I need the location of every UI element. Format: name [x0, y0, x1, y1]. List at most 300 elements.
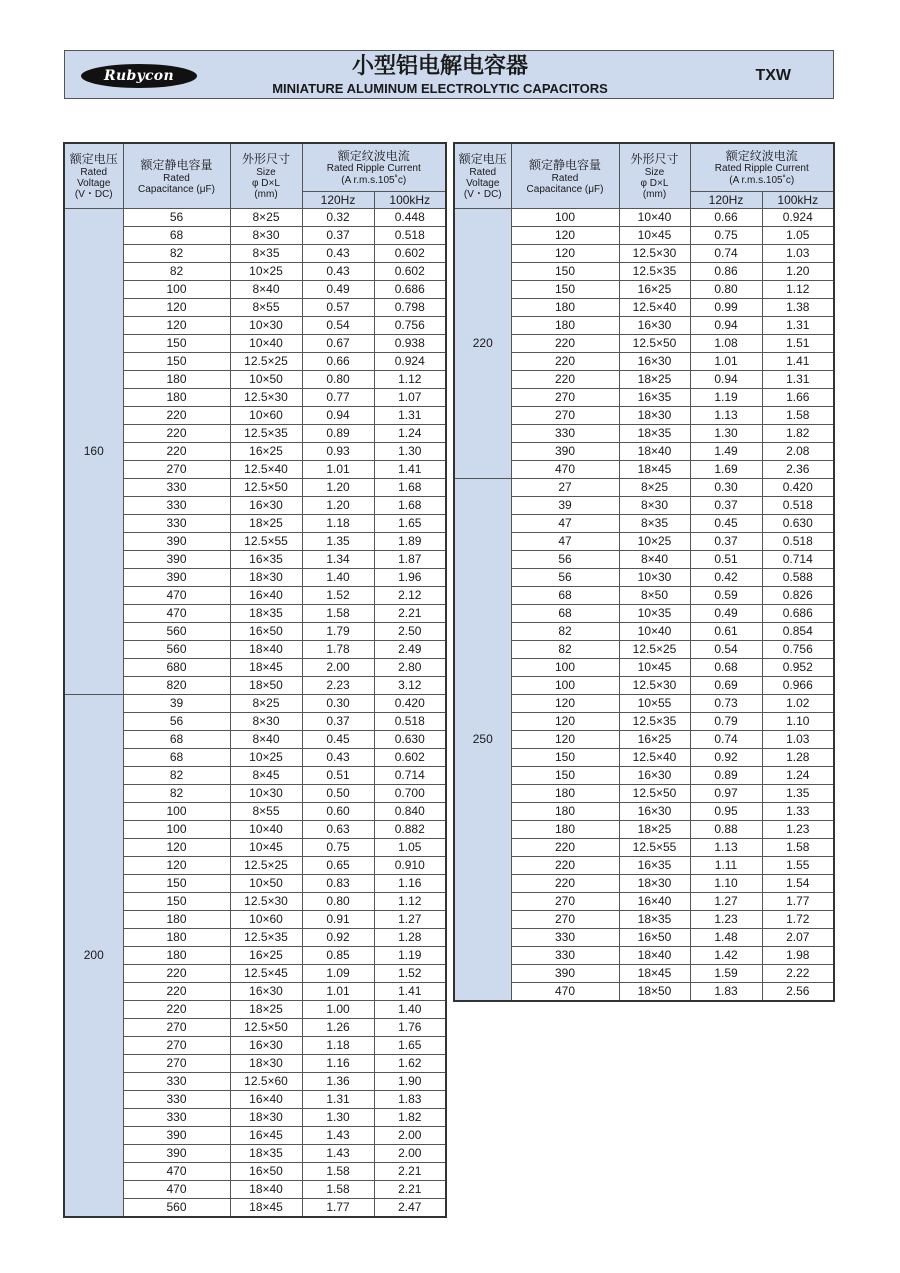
size-cell: 12.5×25	[230, 353, 302, 371]
ripple-120hz-cell: 0.91	[302, 911, 374, 929]
size-cell: 12.5×55	[230, 533, 302, 551]
ripple-120hz-cell: 0.54	[302, 317, 374, 335]
size-cell: 8×25	[619, 479, 690, 497]
size-cell: 18×40	[230, 1181, 302, 1199]
ripple-100khz-cell: 1.77	[762, 893, 834, 911]
table-row	[454, 749, 834, 767]
ripple-120hz-cell: 1.18	[302, 1037, 374, 1055]
size-cell: 16×45	[230, 1127, 302, 1145]
size-cell: 12.5×40	[619, 299, 690, 317]
size-cell: 10×45	[619, 227, 690, 245]
ripple-100khz-cell: 1.23	[762, 821, 834, 839]
ripple-100khz-cell: 1.41	[374, 983, 446, 1001]
size-cell: 10×60	[230, 407, 302, 425]
ripple-120hz-cell: 0.97	[690, 785, 762, 803]
capacitance-cell: 220	[123, 1001, 230, 1019]
ripple-120hz-cell: 1.01	[302, 983, 374, 1001]
capacitance-cell: 100	[123, 281, 230, 299]
capacitance-header: 额定静电容量 Rated Capacitance (μF)	[123, 143, 230, 209]
size-cell: 12.5×35	[230, 425, 302, 443]
size-cell: 12.5×55	[619, 839, 690, 857]
voltage-group-cell: 200	[64, 695, 123, 1218]
ripple-120hz-cell: 0.95	[690, 803, 762, 821]
capacitance-cell: 330	[511, 425, 619, 443]
ripple-120hz-cell: 0.43	[302, 245, 374, 263]
capacitance-cell: 820	[123, 677, 230, 695]
ripple-120hz-cell: 1.13	[690, 407, 762, 425]
ripple-120hz-cell: 0.85	[302, 947, 374, 965]
ripple-100khz-cell: 0.630	[374, 731, 446, 749]
ripple-120hz-cell: 1.30	[690, 425, 762, 443]
size-cell: 8×40	[619, 551, 690, 569]
size-cell: 16×25	[619, 281, 690, 299]
size-cell: 16×25	[230, 947, 302, 965]
size-cell: 16×25	[230, 443, 302, 461]
series-code: TXW	[755, 67, 791, 84]
table-row	[454, 335, 834, 353]
capacitance-cell: 180	[511, 821, 619, 839]
ripple-100khz-cell: 1.24	[374, 425, 446, 443]
size-cell: 12.5×45	[230, 965, 302, 983]
capacitance-cell: 270	[511, 893, 619, 911]
table-row	[454, 587, 834, 605]
size-cell: 16×50	[230, 623, 302, 641]
rubycon-logo: Rubycon	[81, 64, 197, 88]
ripple-100khz-cell: 0.602	[374, 263, 446, 281]
capacitance-cell: 100	[123, 821, 230, 839]
size-cell: 10×45	[619, 659, 690, 677]
ripple-120hz-cell: 0.92	[302, 929, 374, 947]
table-row	[454, 569, 834, 587]
capacitance-cell: 100	[123, 803, 230, 821]
ripple-100khz-cell: 2.12	[374, 587, 446, 605]
capacitance-cell: 100	[511, 677, 619, 695]
capacitance-cell: 120	[123, 839, 230, 857]
ripple-100khz-cell: 0.602	[374, 245, 446, 263]
size-cell: 8×30	[619, 497, 690, 515]
ripple-120hz-cell: 1.36	[302, 1073, 374, 1091]
size-cell: 16×30	[619, 317, 690, 335]
ripple-100khz-cell: 1.03	[762, 245, 834, 263]
table-row	[454, 227, 834, 245]
ripple-120hz-cell: 0.51	[302, 767, 374, 785]
ripple-120hz-cell: 0.65	[302, 857, 374, 875]
ripple-120hz-cell: 1.52	[302, 587, 374, 605]
ripple-100khz-cell: 1.16	[374, 875, 446, 893]
size-cell: 12.5×25	[619, 641, 690, 659]
ripple-100khz-cell: 1.28	[374, 929, 446, 947]
ripple-120hz-cell: 1.49	[690, 443, 762, 461]
size-cell: 18×25	[230, 515, 302, 533]
size-cell: 16×35	[619, 389, 690, 407]
capacitance-cell: 150	[511, 749, 619, 767]
capacitance-cell: 120	[123, 857, 230, 875]
capacitance-cell: 100	[511, 659, 619, 677]
ripple-100khz-cell: 1.52	[374, 965, 446, 983]
ripple-120hz-cell: 1.77	[302, 1199, 374, 1218]
ripple-100khz-cell: 1.41	[762, 353, 834, 371]
capacitance-cell: 390	[511, 443, 619, 461]
size-cell: 18×30	[619, 875, 690, 893]
capacitance-cell: 680	[123, 659, 230, 677]
size-cell: 16×25	[619, 731, 690, 749]
size-cell: 18×30	[619, 407, 690, 425]
table-row	[454, 623, 834, 641]
capacitance-cell: 330	[123, 515, 230, 533]
capacitance-cell: 47	[511, 533, 619, 551]
ripple-120hz-cell: 1.83	[690, 983, 762, 1002]
table-row	[454, 839, 834, 857]
capacitance-cell: 39	[123, 695, 230, 713]
table-row	[454, 479, 834, 497]
ripple-100khz-cell: 1.58	[762, 839, 834, 857]
ripple-120hz-cell: 0.92	[690, 749, 762, 767]
table-row	[454, 659, 834, 677]
ripple-120hz-cell: 1.58	[302, 1181, 374, 1199]
ripple-100khz-cell: 1.05	[374, 839, 446, 857]
ripple-100khz-cell: 1.51	[762, 335, 834, 353]
ripple-120hz-cell: 0.32	[302, 209, 374, 227]
ripple-100khz-cell: 0.420	[762, 479, 834, 497]
ripple-120hz-cell: 0.66	[302, 353, 374, 371]
size-cell: 16×40	[619, 893, 690, 911]
voltage-group-cell: 160	[64, 209, 123, 695]
capacitance-cell: 150	[511, 263, 619, 281]
ripple-120hz-cell: 0.68	[690, 659, 762, 677]
table-row	[454, 461, 834, 479]
ripple-120hz-cell: 0.69	[690, 677, 762, 695]
table-row	[454, 695, 834, 713]
ripple-120hz-cell: 0.89	[690, 767, 762, 785]
table-row	[454, 263, 834, 281]
table-row	[454, 281, 834, 299]
size-cell: 18×35	[619, 911, 690, 929]
size-cell: 8×30	[230, 227, 302, 245]
ripple-100khz-cell: 2.21	[374, 605, 446, 623]
ripple-120hz-cell: 0.37	[302, 227, 374, 245]
table-row	[454, 443, 834, 461]
ripple-120hz-cell: 0.94	[690, 317, 762, 335]
ripple-120hz-cell: 1.79	[302, 623, 374, 641]
ripple-100khz-cell: 1.83	[374, 1091, 446, 1109]
ripple-100khz-cell: 1.30	[374, 443, 446, 461]
ripple-120hz-cell: 0.61	[690, 623, 762, 641]
capacitance-cell: 120	[123, 299, 230, 317]
capacitance-cell: 82	[123, 785, 230, 803]
ripple-120hz-cell: 0.67	[302, 335, 374, 353]
ripple-100khz-cell: 1.54	[762, 875, 834, 893]
ripple-120hz-cell: 1.58	[302, 1163, 374, 1181]
ripple-100khz-cell: 0.924	[374, 353, 446, 371]
ripple-120hz-cell: 0.63	[302, 821, 374, 839]
ripple-100khz-cell: 1.35	[762, 785, 834, 803]
size-cell: 18×40	[619, 947, 690, 965]
capacitance-cell: 180	[511, 803, 619, 821]
capacitance-cell: 56	[511, 551, 619, 569]
ripple-120hz-cell: 0.86	[690, 263, 762, 281]
ripple-100khz-cell: 1.62	[374, 1055, 446, 1073]
table-row	[454, 929, 834, 947]
ripple-120hz-cell: 1.43	[302, 1145, 374, 1163]
table-row	[64, 695, 446, 713]
ripple-100khz-cell: 0.910	[374, 857, 446, 875]
ripple-100khz-cell: 0.826	[762, 587, 834, 605]
size-cell: 8×35	[230, 245, 302, 263]
capacitance-cell: 390	[123, 1127, 230, 1145]
capacitance-cell: 82	[123, 263, 230, 281]
capacitance-cell: 270	[123, 1019, 230, 1037]
size-cell: 18×45	[619, 965, 690, 983]
ripple-100khz-cell: 0.952	[762, 659, 834, 677]
size-cell: 18×30	[230, 1109, 302, 1127]
ripple-120hz-cell: 0.30	[302, 695, 374, 713]
ripple-100khz-cell: 2.56	[762, 983, 834, 1002]
capacitance-cell: 180	[123, 929, 230, 947]
ripple-120hz-cell: 0.43	[302, 263, 374, 281]
size-cell: 12.5×40	[619, 749, 690, 767]
capacitance-cell: 39	[511, 497, 619, 515]
size-cell: 12.5×50	[619, 335, 690, 353]
table-row	[454, 425, 834, 443]
voltage-group-cell: 220	[454, 209, 511, 479]
ripple-120hz-cell: 1.01	[690, 353, 762, 371]
ripple-100khz-cell: 0.448	[374, 209, 446, 227]
capacitance-cell: 220	[511, 335, 619, 353]
ripple-100khz-cell: 2.21	[374, 1163, 446, 1181]
ripple-100khz-cell: 2.80	[374, 659, 446, 677]
ripple-header: 额定纹波电流 Rated Ripple Current (A r.m.s.105˚c)	[690, 143, 834, 192]
ripple-100khz-cell: 0.518	[762, 497, 834, 515]
capacitance-cell: 220	[511, 353, 619, 371]
size-cell: 12.5×35	[230, 929, 302, 947]
ripple-100khz-cell: 1.05	[762, 227, 834, 245]
ripple-100khz-cell: 1.55	[762, 857, 834, 875]
capacitance-cell: 68	[511, 605, 619, 623]
size-cell: 10×25	[619, 533, 690, 551]
ripple-100khz-cell: 0.686	[762, 605, 834, 623]
ripple-100khz-cell: 1.31	[762, 317, 834, 335]
ripple-100khz-cell: 1.10	[762, 713, 834, 731]
ripple-100khz-cell: 1.82	[762, 425, 834, 443]
capacitance-cell: 270	[123, 1037, 230, 1055]
ripple-120hz-cell: 1.26	[302, 1019, 374, 1037]
ripple-120hz-cell: 1.18	[302, 515, 374, 533]
ripple-100khz-cell: 0.602	[374, 749, 446, 767]
table-row	[454, 605, 834, 623]
ripple-120hz-cell: 1.48	[690, 929, 762, 947]
ripple-100khz-cell: 1.68	[374, 497, 446, 515]
ripple-100khz-cell: 1.89	[374, 533, 446, 551]
size-cell: 16×30	[230, 1037, 302, 1055]
capacitance-cell: 150	[123, 875, 230, 893]
ripple-120hz-cell: 0.83	[302, 875, 374, 893]
capacitance-cell: 56	[511, 569, 619, 587]
ripple-100khz-cell: 0.854	[762, 623, 834, 641]
size-cell: 18×35	[230, 1145, 302, 1163]
ripple-100khz-cell: 1.96	[374, 569, 446, 587]
size-cell: 18×35	[619, 425, 690, 443]
ripple-100khz-cell: 2.47	[374, 1199, 446, 1218]
size-cell: 8×55	[230, 803, 302, 821]
capacitance-cell: 120	[511, 731, 619, 749]
ripple-100khz-cell: 0.714	[374, 767, 446, 785]
ripple-100khz-cell: 2.00	[374, 1127, 446, 1145]
capacitance-cell: 68	[123, 749, 230, 767]
freq-120hz-header: 120Hz	[690, 192, 762, 209]
capacitance-cell: 390	[123, 551, 230, 569]
capacitance-cell: 470	[123, 587, 230, 605]
ripple-120hz-cell: 1.42	[690, 947, 762, 965]
page-header	[64, 50, 834, 99]
ripple-100khz-cell: 0.882	[374, 821, 446, 839]
capacitance-cell: 330	[511, 929, 619, 947]
ripple-120hz-cell: 1.35	[302, 533, 374, 551]
capacitance-cell: 68	[511, 587, 619, 605]
capacitance-cell: 120	[511, 713, 619, 731]
ripple-100khz-cell: 1.12	[374, 371, 446, 389]
ripple-100khz-cell: 2.49	[374, 641, 446, 659]
size-cell: 12.5×30	[619, 245, 690, 263]
size-cell: 8×55	[230, 299, 302, 317]
ripple-120hz-cell: 0.50	[302, 785, 374, 803]
size-cell: 10×40	[619, 209, 690, 227]
ripple-100khz-cell: 0.518	[374, 227, 446, 245]
ripple-120hz-cell: 0.57	[302, 299, 374, 317]
size-cell: 16×30	[230, 983, 302, 1001]
ripple-120hz-cell: 1.09	[302, 965, 374, 983]
table-row	[454, 965, 834, 983]
capacitance-cell: 68	[123, 227, 230, 245]
table-row	[64, 209, 446, 227]
ripple-120hz-cell: 0.30	[690, 479, 762, 497]
size-cell: 10×30	[230, 785, 302, 803]
capacitance-cell: 120	[511, 227, 619, 245]
size-cell: 12.5×35	[619, 713, 690, 731]
ripple-100khz-cell: 1.28	[762, 749, 834, 767]
ripple-120hz-cell: 1.58	[302, 605, 374, 623]
size-cell: 10×35	[619, 605, 690, 623]
spec-table-left	[63, 142, 447, 1218]
ripple-120hz-cell: 0.37	[302, 713, 374, 731]
capacitance-cell: 180	[123, 947, 230, 965]
page-title-en: MINIATURE ALUMINUM ELECTROLYTIC CAPACITORS	[272, 81, 608, 96]
size-cell: 16×30	[230, 497, 302, 515]
voltage-header: 额定电压 Rated Voltage (V・DC)	[454, 143, 511, 209]
ripple-100khz-cell: 0.756	[374, 317, 446, 335]
ripple-120hz-cell: 1.27	[690, 893, 762, 911]
ripple-100khz-cell: 1.41	[374, 461, 446, 479]
size-cell: 16×40	[230, 587, 302, 605]
size-cell: 8×40	[230, 281, 302, 299]
ripple-100khz-cell: 1.31	[762, 371, 834, 389]
ripple-120hz-cell: 1.08	[690, 335, 762, 353]
ripple-120hz-cell: 0.80	[302, 893, 374, 911]
size-cell: 10×40	[230, 335, 302, 353]
ripple-120hz-cell: 0.43	[302, 749, 374, 767]
ripple-100khz-cell: 1.76	[374, 1019, 446, 1037]
ripple-100khz-cell: 1.12	[374, 893, 446, 911]
table-row	[454, 389, 834, 407]
ripple-100khz-cell: 1.33	[762, 803, 834, 821]
ripple-100khz-cell: 0.798	[374, 299, 446, 317]
size-cell: 18×45	[619, 461, 690, 479]
size-cell: 18×45	[230, 659, 302, 677]
table-row	[454, 983, 834, 1002]
size-cell: 8×50	[619, 587, 690, 605]
ripple-120hz-cell: 1.20	[302, 479, 374, 497]
freq-120hz-header: 120Hz	[302, 192, 374, 209]
ripple-120hz-cell: 1.23	[690, 911, 762, 929]
ripple-120hz-cell: 0.75	[690, 227, 762, 245]
ripple-100khz-cell: 1.66	[762, 389, 834, 407]
capacitance-cell: 330	[123, 1073, 230, 1091]
page-title-cn: 小型铝电解电容器	[351, 54, 528, 79]
freq-100khz-header: 100kHz	[374, 192, 446, 209]
capacitance-cell: 27	[511, 479, 619, 497]
ripple-120hz-cell: 1.11	[690, 857, 762, 875]
ripple-120hz-cell: 0.54	[690, 641, 762, 659]
capacitance-cell: 390	[123, 533, 230, 551]
size-cell: 16×40	[230, 1091, 302, 1109]
size-cell: 12.5×50	[230, 479, 302, 497]
ripple-120hz-cell: 1.40	[302, 569, 374, 587]
size-cell: 8×45	[230, 767, 302, 785]
ripple-100khz-cell: 1.90	[374, 1073, 446, 1091]
ripple-120hz-cell: 0.51	[690, 551, 762, 569]
ripple-100khz-cell: 0.938	[374, 335, 446, 353]
ripple-120hz-cell: 0.74	[690, 731, 762, 749]
capacitance-cell: 330	[123, 479, 230, 497]
ripple-100khz-cell: 2.50	[374, 623, 446, 641]
ripple-100khz-cell: 1.02	[762, 695, 834, 713]
size-cell: 16×50	[619, 929, 690, 947]
table-row	[454, 245, 834, 263]
ripple-100khz-cell: 0.714	[762, 551, 834, 569]
size-cell: 10×30	[619, 569, 690, 587]
table-row	[454, 857, 834, 875]
capacitance-cell: 470	[123, 1181, 230, 1199]
ripple-120hz-cell: 1.78	[302, 641, 374, 659]
table-row	[454, 713, 834, 731]
ripple-100khz-cell: 2.21	[374, 1181, 446, 1199]
capacitance-cell: 470	[511, 983, 619, 1002]
ripple-100khz-cell: 0.756	[762, 641, 834, 659]
size-cell: 10×45	[230, 839, 302, 857]
table-row	[454, 875, 834, 893]
size-cell: 12.5×50	[619, 785, 690, 803]
size-cell: 12.5×60	[230, 1073, 302, 1091]
ripple-120hz-cell: 1.13	[690, 839, 762, 857]
size-cell: 18×50	[619, 983, 690, 1002]
capacitance-cell: 82	[123, 767, 230, 785]
capacitance-cell: 100	[511, 209, 619, 227]
size-cell: 10×25	[230, 263, 302, 281]
size-cell: 16×30	[619, 803, 690, 821]
table-row	[454, 911, 834, 929]
size-cell: 8×25	[230, 695, 302, 713]
ripple-100khz-cell: 1.24	[762, 767, 834, 785]
ripple-120hz-cell: 1.69	[690, 461, 762, 479]
size-cell: 10×40	[619, 623, 690, 641]
table-row	[454, 767, 834, 785]
ripple-120hz-cell: 2.23	[302, 677, 374, 695]
ripple-120hz-cell: 0.80	[302, 371, 374, 389]
size-cell: 10×25	[230, 749, 302, 767]
ripple-header: 额定纹波电流 Rated Ripple Current (A r.m.s.105˚c)	[302, 143, 446, 192]
capacitance-cell: 270	[123, 461, 230, 479]
ripple-100khz-cell: 1.58	[762, 407, 834, 425]
capacitance-cell: 560	[123, 641, 230, 659]
